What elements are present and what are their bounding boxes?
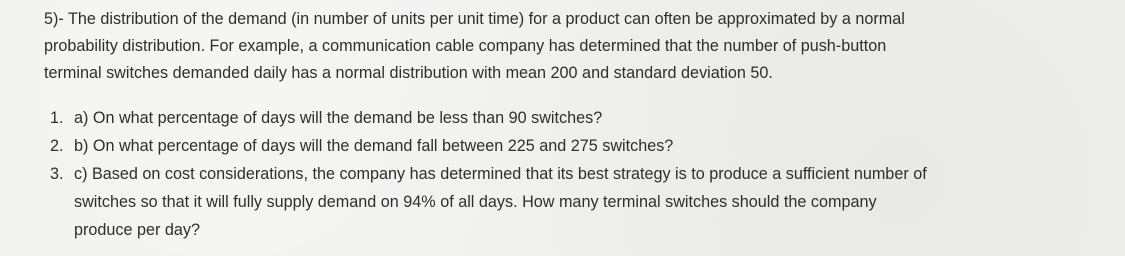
question-list [50, 104, 1110, 244]
intro-line: probability distribution. For example, a communication cable company has determined that the number of push-button [44, 37, 887, 55]
question-item [50, 132, 1110, 160]
intro-line: terminal switches demanded daily has a normal distribution with mean 200 and standard deviation 50. [44, 64, 773, 82]
question-line: c) Based on cost considerations, the company has determined that its best strategy is to produce a sufficient number of [74, 165, 927, 183]
question-line: produce per day? [74, 221, 200, 239]
intro-line: 5)- The distribution of the demand (in number of units per unit time) for a product can often be approximated by a normal [44, 10, 905, 28]
question-line: b) On what percentage of days will the demand fall between 225 and 275 switches? [74, 137, 674, 155]
question-line: switches so that it will fully supply demand on 94% of all days. How many terminal switches should the company [74, 193, 877, 211]
question-line: a) On what percentage of days will the demand be less than 90 switches? [74, 109, 603, 127]
problem-intro [44, 6, 1114, 87]
question-item [50, 160, 1110, 244]
question-number: 2. [50, 137, 64, 155]
question-item [50, 104, 1110, 132]
question-text [74, 160, 927, 244]
question-text [74, 132, 673, 160]
question-number: 1. [50, 109, 64, 127]
question-number: 3. [50, 165, 64, 183]
question-text [74, 104, 602, 132]
